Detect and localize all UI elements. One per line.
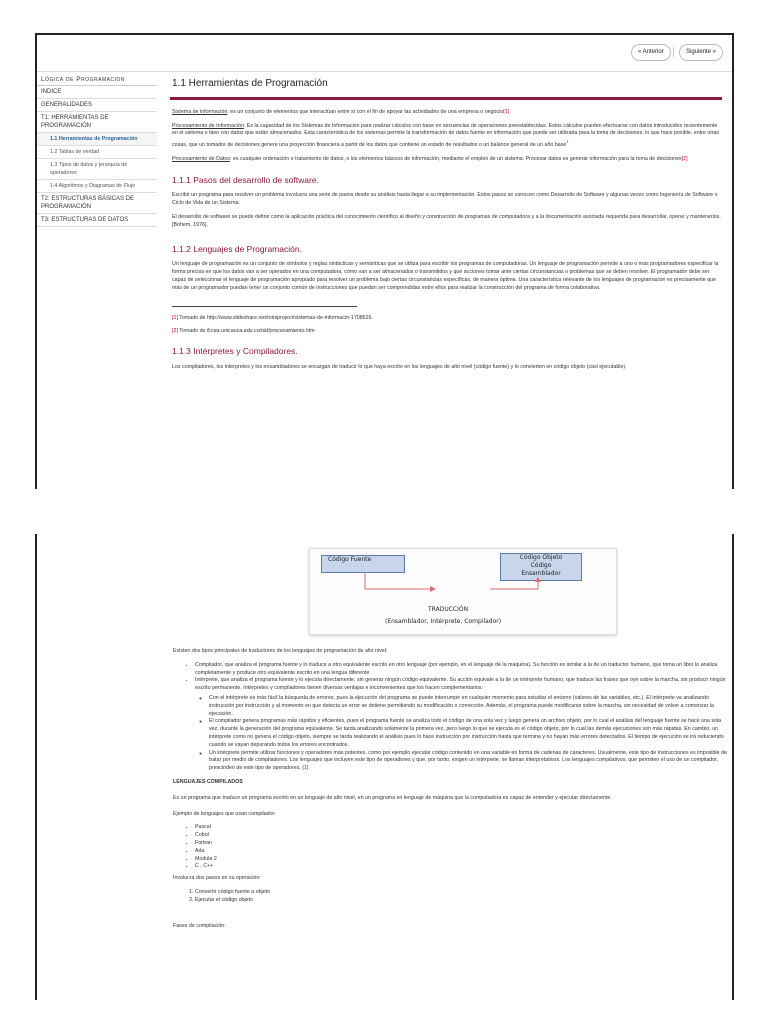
page-1 — [35, 33, 734, 489]
paragraph-pasos-2: El desarrollo de software se puede definir como la aplicación práctica del conocimiento científico al diseño y construcción de programas de computadora y a la documentación asociada requerida para desarrollar, operar y mantenerlos. [Bohem, 1976]. — [172, 213, 721, 228]
arrow-head-right — [535, 577, 541, 582]
footnote-text: Tomado de http://www.slideshare.net/miniproject/sistemas-de-informacin-1708626. — [177, 314, 373, 321]
list-item-lang: • Fortran — [195, 840, 727, 848]
paragraph-text: : Es la capacidad de los Sistemas de Información para realizar cálculos con base en secuencias de operaciones preestablecidas. Estos cálculos pueden efectuarse con datos introducidos recientemente en el sistema o bien con datos que están almacenados. Esta característica de los sistemas permite la transformación de datos fuente en información que puede ser utilizada para la toma de decisiones, lo que hace posible, entre otras cosas, que un tomador de decisiones genere una proyección financiera a partir de los datos que contiene un estado de resultados o un balance general de un año base — [172, 122, 720, 148]
list-item-text: Intérprete, que analiza el programa fuente y lo ejecuta directamente, sin generar ningún código equivalente. Su acción equivale a la de un intérprete humano, que traduce las frases que oye sobre la marcha, sin producir ningún escrito permanente. Intérpretes y compiladores tienen diversas ventajas e inconvenientes que los hacen complementarios: — [195, 677, 726, 692]
reference-link[interactable]: [1] — [302, 765, 309, 772]
list-item-lang: • Cobol — [195, 832, 727, 840]
sidebar-item-herramientas[interactable]: 1.1 Herramientas de Programación — [37, 133, 157, 146]
list-item-text: Un intérprete permite utilizar funciones y operadores más potentes, como por ejemplo ejecutar código contenido en una variable en forma de cadenas de caracteres. Usualmente, este tipo de instrucciones es imposible de tratar por medio de compiladores. Los lenguajes que incluyen este tipo de operadores y que, por tanto, exigen un intérprete, se llaman interpretativos. Los lenguajes compilativos, que permiten el uso de un compilador, prescinden de este tipo de operadores. — [209, 749, 727, 772]
footnote-url: fccea.unicauca.edu.co/old/procesamiento.htm — [206, 328, 315, 335]
heading-lenguajes: 1.1.2 Lenguajes de Programación. — [172, 243, 302, 254]
paragraph-sistema — [172, 109, 722, 117]
heading-interpretes: 1.1.3 Intérpretes y Compiladores. — [172, 346, 298, 357]
paragraph-pasos-intro: Involucra dos pasos en su operación: — [173, 875, 261, 882]
footnote-1 — [172, 315, 722, 323]
footnote-2 — [172, 328, 722, 336]
sidebar-item-indice[interactable]: INDICE — [37, 86, 157, 99]
page-title: 1.1 Herramientas de Programación — [172, 78, 328, 89]
translation-diagram — [309, 548, 617, 635]
sidebar-item-algoritmos[interactable]: 1.4 Algoritmos y Diagramas de Flujo — [37, 180, 157, 193]
list-item-compilador-rapido: ◦ El compilador genera programas más rápidos y eficientes, pues el programa fuente se analiza todo el código de una sola vez y luego genera un archivo objeto, por lo cual el análisis del lenguaje fuente se hace una sola vez, durante la generación del programa equivalente. Se tarda analizando solamente la primera vez, pero luego lo que se ejecuta es el código objeto, por lo cual las demás ejecuciones son más rápidas. En cambio, un intérprete como no genera el código objeto, siempre se tarda realizando el análisis pues lo hace instrucción por instrucción hasta que termina y no hayan más errores detectados. El tiempo de ejecución se irá reduciendo cuando se vayan depurando todos los errores encontrados. — [209, 718, 727, 749]
term-procesamiento-info: Procesamiento de Información — [172, 122, 244, 129]
reference-link[interactable]: [1] — [503, 108, 510, 115]
sidebar-item-t3[interactable]: T3: ESTRUCTURAS DE DATOS — [37, 214, 157, 227]
arrow-head-left — [430, 586, 436, 592]
term-procesamiento-datos: Procesamiento de Datos — [172, 155, 231, 162]
sidebar-item-t1[interactable]: T1: HERRAMIENTAS DE PROGRAMACIÓN — [37, 112, 157, 133]
footnote-text: Tomado de — [177, 328, 207, 335]
previous-button[interactable]: « Anterior — [631, 44, 671, 61]
paragraph-lenguajes: Un lenguaje de programación es un conjunto de símbolos y reglas sintácticas y semánticas que se utiliza para escribir los programas de computadoras. Un lenguaje de programación permite a uno o más programadores especificar la forma precisa en que los datos van a ser operados en una computadora, cómo van a ser almacenados o transmitidos y qué acciones tomar ante ciertas circunstancias o problemas que se deben resolver. El programador debe ser capaz de seleccionar el lenguaje de programación apropiado para resolver un problema bajo ciertas circunstancias específicas, de manera óptima. Una característica relevante de los lenguajes de programación es precisamente que más de un programador puedan tener un conjunto común de instrucciones que puedan ser comprendidas entre ellos para realizar la construcción del programa de forma colaborativa. — [172, 261, 719, 291]
term-sistema: Sistema de información — [172, 108, 228, 115]
paragraph-interpretes: Los compiladores, los intérpretes y los ensambladores se encargan de traducir lo que haya escrito en los lenguajes de alto nivel (código fuente) y lo convierten en código objeto (casi ejecutable). — [172, 363, 627, 370]
title-rule — [170, 97, 722, 100]
translation-label: TRADUCCIÓN — [428, 606, 469, 613]
paragraph-intro: Existen dos tipos principales de traductores de los lenguajes de programación de alto nivel: — [173, 648, 388, 654]
list-item-lang: • Ada — [195, 848, 727, 856]
list-item-step: 2. Ejecutar el código objeto — [195, 897, 727, 905]
next-button[interactable]: Siguiente » — [679, 44, 723, 61]
sidebar-item-t2[interactable]: T2: ESTRUCTURAS BÁSICAS DE PROGRAMACIÓN — [37, 193, 157, 214]
sidebar-item-generalidades[interactable]: GENERALIDADES — [37, 99, 157, 112]
footnote-ref-2[interactable]: [2] — [172, 328, 178, 335]
list-item-funciones — [209, 750, 727, 773]
page-2 — [35, 534, 734, 1000]
paragraph-fases: Fases de compilación: — [173, 922, 226, 929]
list-item-lang: • Modula 2 — [195, 856, 727, 864]
paragraph-compilados: Es un programa que traduce un programa escrito en un lenguaje de alto nivel, en un programa en lenguaje de máquina que la computadora es capaz de entender y ejecutar directamente. — [173, 794, 612, 801]
list-item-interprete-errores: ◦ Con el intérprete es más fácil la búsqueda de errores, pues la ejecución del programa se puede interrumpir en cualquier momento para estudiar el entorno (valores de las variables, etc.). El intérprete va analizando instrucción por instrucción y al momento en que detecta un error se detiene permitiendo su modificación o corrección. Además, el programa puede modificarse sobre la marcha, sin necesidad de volver a comenzar la ejecución. — [209, 695, 727, 718]
list-item-interprete — [195, 677, 727, 773]
nav-separator — [673, 47, 674, 57]
sidebar-item-tipos-datos[interactable]: 1.3 Tipos de datos y jerarquía de operadores — [37, 159, 157, 180]
paragraph-ejemplo: Ejemplo de lenguajes que usan compilador: — [173, 810, 276, 817]
arrow-left — [365, 573, 430, 589]
arrow-right — [490, 582, 538, 589]
paragraph-text: : es un conjunto de elementos que interactúan entre sí con el fin de apoyar las actividades de una empresa o negocio — [227, 108, 504, 115]
list-item-lang: • C , C++ — [195, 863, 727, 871]
main-content — [170, 74, 722, 378]
footnote-ref-1[interactable]: [1] — [172, 314, 178, 321]
footnote-rule — [172, 306, 357, 307]
list-item-lang: • Pascal — [195, 824, 727, 832]
language-list — [185, 824, 727, 871]
translation-sub-label: (Ensamblador, Intérprete, Compilador) — [385, 618, 502, 625]
list-item-step: 1. Convertir código fuente a objeto — [195, 889, 727, 897]
paragraph-procesamiento-datos — [172, 156, 722, 164]
footnote-sup[interactable]: 1 — [566, 139, 569, 145]
assembler-label: Ensamblador — [521, 570, 561, 577]
steps-list — [185, 889, 727, 905]
code-label: Código — [530, 562, 552, 569]
paragraph-pasos-1: Escribir un programa para resolver un problema involucra una serie de pasos desde su análisis hasta llegar a su implementación. Estos pasos se conocen como Desarrollo de Software y algunas veces como Ingeniería de Software o Ciclo de Vida de un Sistema. — [172, 192, 718, 207]
heading-pasos: 1.1.1 Pasos del desarrollo de software. — [172, 174, 319, 185]
heading-compilados: LENGUAJES COMPILADOS — [173, 778, 243, 785]
reference-link[interactable]: [2] — [681, 155, 688, 162]
top-navbar — [37, 35, 732, 72]
sidebar-item-tablas[interactable]: 1.2 Tablas de verdad — [37, 146, 157, 159]
page-2-content — [171, 648, 727, 936]
sidebar — [37, 74, 157, 227]
comparison-list — [199, 695, 727, 773]
source-code-box: Código Fuente — [321, 555, 405, 573]
translator-list — [185, 662, 727, 773]
list-item-compilador: • Compilador, que analiza el programa fuente y lo traduce a otro equivalente escrito en otro lenguaje (por ejemplo, en el lenguaje de la máquina). Su función es similar a la de un traductor humano, que toma un libro lo analiza completamente y produce otro equivalente escrito en una lengua diferente. — [195, 662, 727, 678]
paragraph-procesamiento-info — [172, 123, 722, 150]
sidebar-title[interactable]: Lógica de Programacion — [37, 74, 157, 86]
paragraph-text: : es cualquier ordenación o tratamiento de datos, o los elementos básicos de información, mediante el empleo de un sistema. Procesar datos es generar información para la toma de decisiones — [230, 155, 682, 162]
object-code-label: Código Objeto — [519, 554, 563, 561]
